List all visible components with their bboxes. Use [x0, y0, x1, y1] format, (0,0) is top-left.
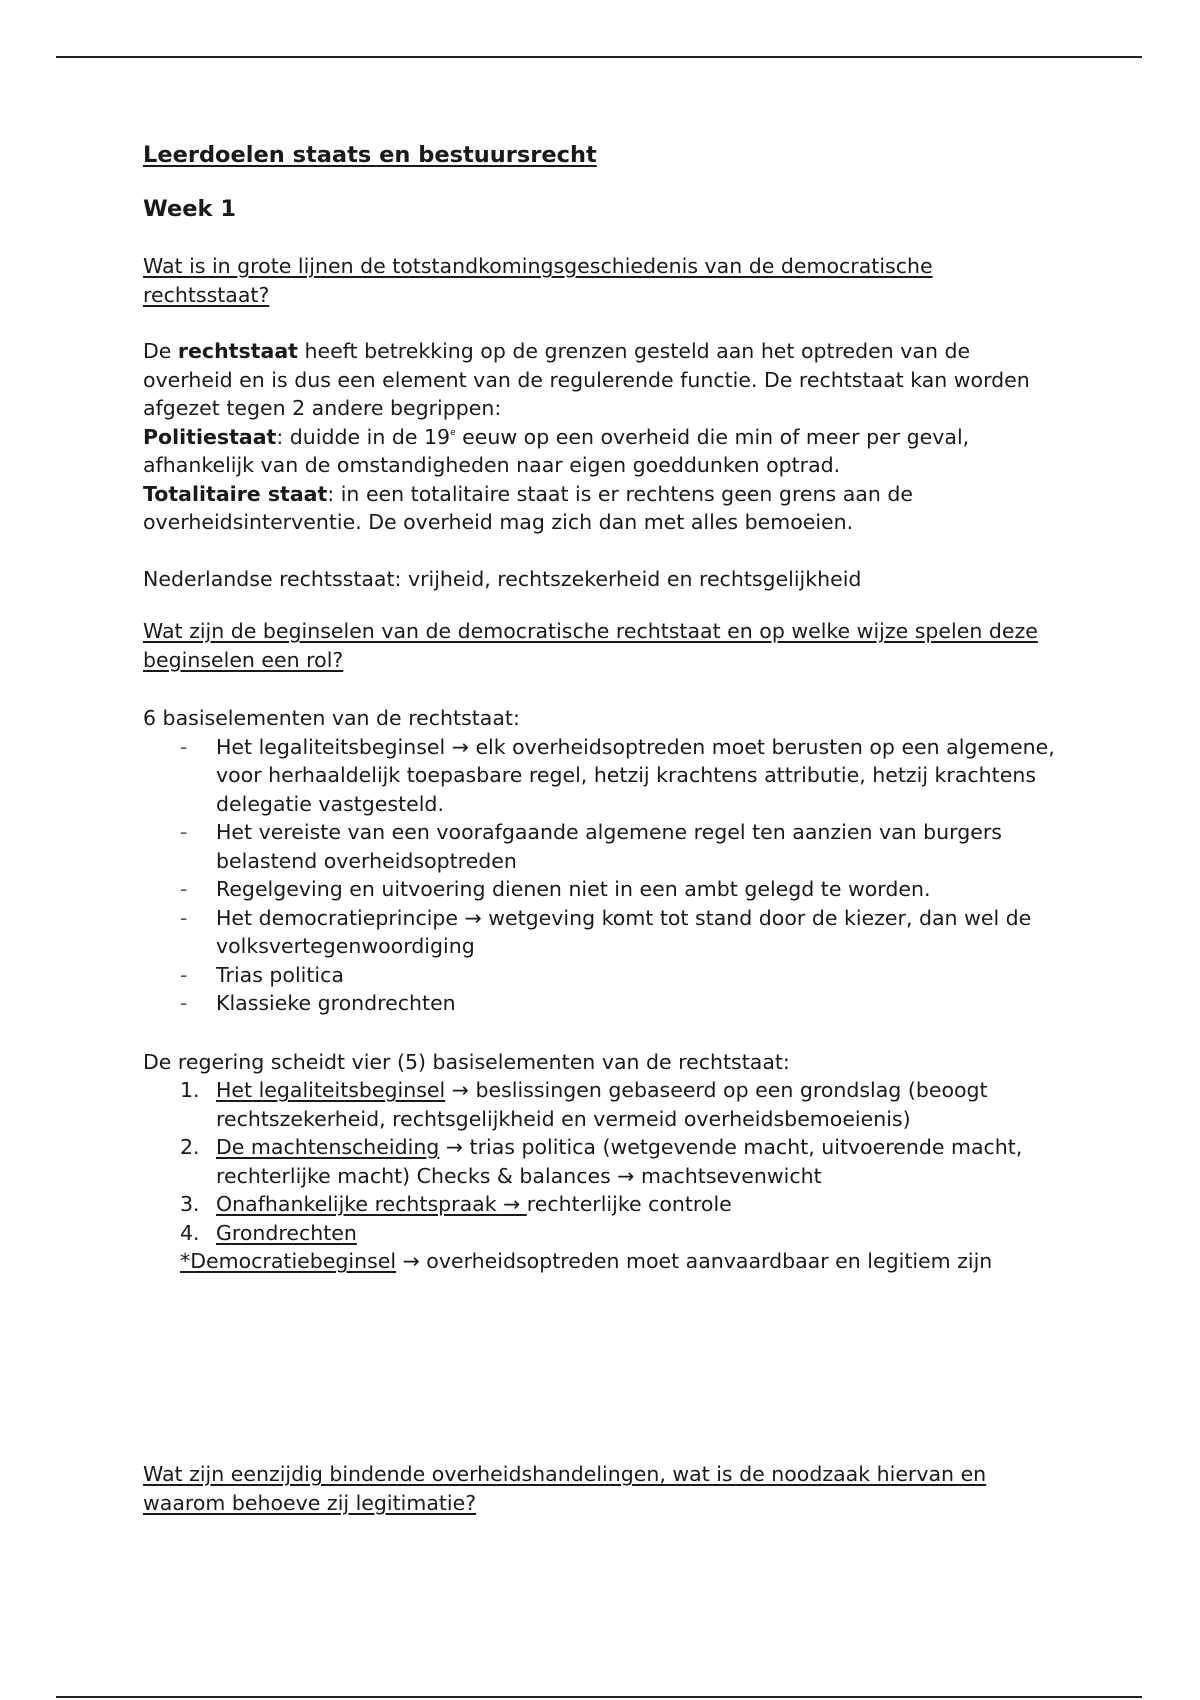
- list-item: [143, 875, 1063, 904]
- basis-list: [143, 733, 1063, 1018]
- paragraph-totalitair: [143, 480, 1063, 537]
- regering-intro: De regering scheidt vier (5) basiselementen van de rechtstaat:: [143, 1049, 790, 1074]
- item-text: → beslissingen gebaseerd op een grondslag (beoogt rechtszekerheid, rechtsgelijkheid en vermeid overheidsbemoeienis): [216, 1078, 988, 1131]
- numbered-item: [143, 1219, 1063, 1248]
- paragraph-politiestaat: [143, 423, 1063, 480]
- dash-marker: -: [180, 877, 188, 901]
- text-span: De: [143, 339, 178, 363]
- question-2: Wat zijn de beginselen van de democratische rechtstaat en op welke wijze spelen deze beginselen een rol?: [143, 619, 1038, 672]
- numbered-item: [143, 1133, 1063, 1190]
- text-span: eeuw op een overheid die min of meer per geval, afhankelijk van de omstandigheden naar eigen goeddunken optrad.: [143, 424, 970, 477]
- note-term: *Democratiebeginsel: [180, 1249, 397, 1273]
- dash-marker: -: [180, 820, 188, 844]
- list-item-text: Het vereiste van een voorafgaande algemene regel ten aanzien van burgers belastend overheidsoptreden: [216, 820, 1002, 873]
- dash-marker: -: [180, 991, 188, 1015]
- header-rule: [56, 56, 1142, 58]
- term-politiestaat: Politiestaat: [143, 424, 277, 449]
- text-span: : duidde in de 19: [276, 424, 451, 449]
- item-number: 2.: [180, 1135, 200, 1159]
- list-item: [143, 733, 1063, 819]
- term-rechtstaat: rechtstaat: [177, 339, 298, 363]
- list-item: [143, 961, 1063, 990]
- list-item-text: Het legaliteitsbeginsel → elk overheidsoptreden moet berusten op een algemene, voor herhaaldelijk toepasbare regel, hetzij krachtens attributie, hetzij krachtens delegatie vastgesteld.: [216, 734, 1055, 816]
- dash-marker: -: [180, 905, 188, 930]
- regering-list: [143, 1076, 1063, 1247]
- list-item-text: Trias politica: [216, 962, 344, 987]
- list-item-text: Het democratieprincipe → wetgeving komt tot stand door de kiezer, dan wel de volksvertegenwoordiging: [216, 905, 1032, 958]
- text-span: : in een totalitaire staat is er rechtens geen grens aan de overheidsinterventie. De overheid mag zich dan met alles bemoeien.: [143, 481, 913, 534]
- dash-marker: -: [180, 734, 188, 759]
- list-item: [143, 904, 1063, 961]
- item-number: 4.: [180, 1220, 200, 1245]
- paragraph-rechtstaat: [143, 337, 1063, 423]
- note-text: → overheidsoptreden moet aanvaardbaar en legitiem zijn: [396, 1249, 993, 1273]
- superscript: e: [450, 427, 456, 438]
- term-totalitaire-staat: Totalitaire staat: [143, 481, 328, 506]
- item-term: De machtenscheiding: [216, 1135, 440, 1159]
- item-text: rechterlijke controle: [526, 1192, 732, 1216]
- week-heading: Week 1: [143, 196, 236, 222]
- question-3: Wat zijn eenzijdig bindende overheidshandelingen, wat is de noodzaak hiervan en waarom behoeve zij legitimatie?: [143, 1462, 987, 1515]
- item-term: Grondrechten: [216, 1220, 357, 1245]
- item-term: Onafhankelijke rechtspraak →: [216, 1192, 527, 1216]
- item-term: Het legaliteitsbeginsel: [216, 1078, 446, 1102]
- dash-marker: -: [180, 962, 188, 987]
- document-title: Leerdoelen staats en bestuursrecht: [143, 142, 597, 168]
- democratiebeginsel-note: [143, 1247, 1063, 1276]
- basis-intro: 6 basiselementen van de rechtstaat:: [143, 706, 520, 730]
- item-text: → trias politica (wetgevende macht, uitvoerende macht, rechterlijke macht) Checks & balances → machtsevenwicht: [216, 1135, 1023, 1188]
- footer-rule: [56, 1696, 1142, 1698]
- list-item: [143, 818, 1063, 875]
- list-item: [143, 989, 1063, 1018]
- list-item-text: Klassieke grondrechten: [216, 991, 456, 1015]
- paragraph-nl-rechtsstaat: Nederlandse rechtsstaat: vrijheid, rechtszekerheid en rechtsgelijkheid: [143, 566, 862, 591]
- numbered-item: [143, 1190, 1063, 1219]
- text-span: heeft betrekking op de grenzen gesteld aan het optreden van de overheid en is dus een element van de regulerende functie. De rechtstaat kan worden afgezet tegen 2 andere begrippen:: [143, 339, 1030, 420]
- item-number: 3.: [180, 1192, 200, 1216]
- question-1: Wat is in grote lijnen de totstandkomingsgeschiedenis van de democratische rechtsstaat?: [143, 254, 933, 307]
- list-item-text: Regelgeving en uitvoering dienen niet in een ambt gelegd te worden.: [216, 877, 931, 901]
- item-number: 1.: [180, 1078, 200, 1102]
- document-body: [143, 140, 1063, 1276]
- numbered-item: [143, 1076, 1063, 1133]
